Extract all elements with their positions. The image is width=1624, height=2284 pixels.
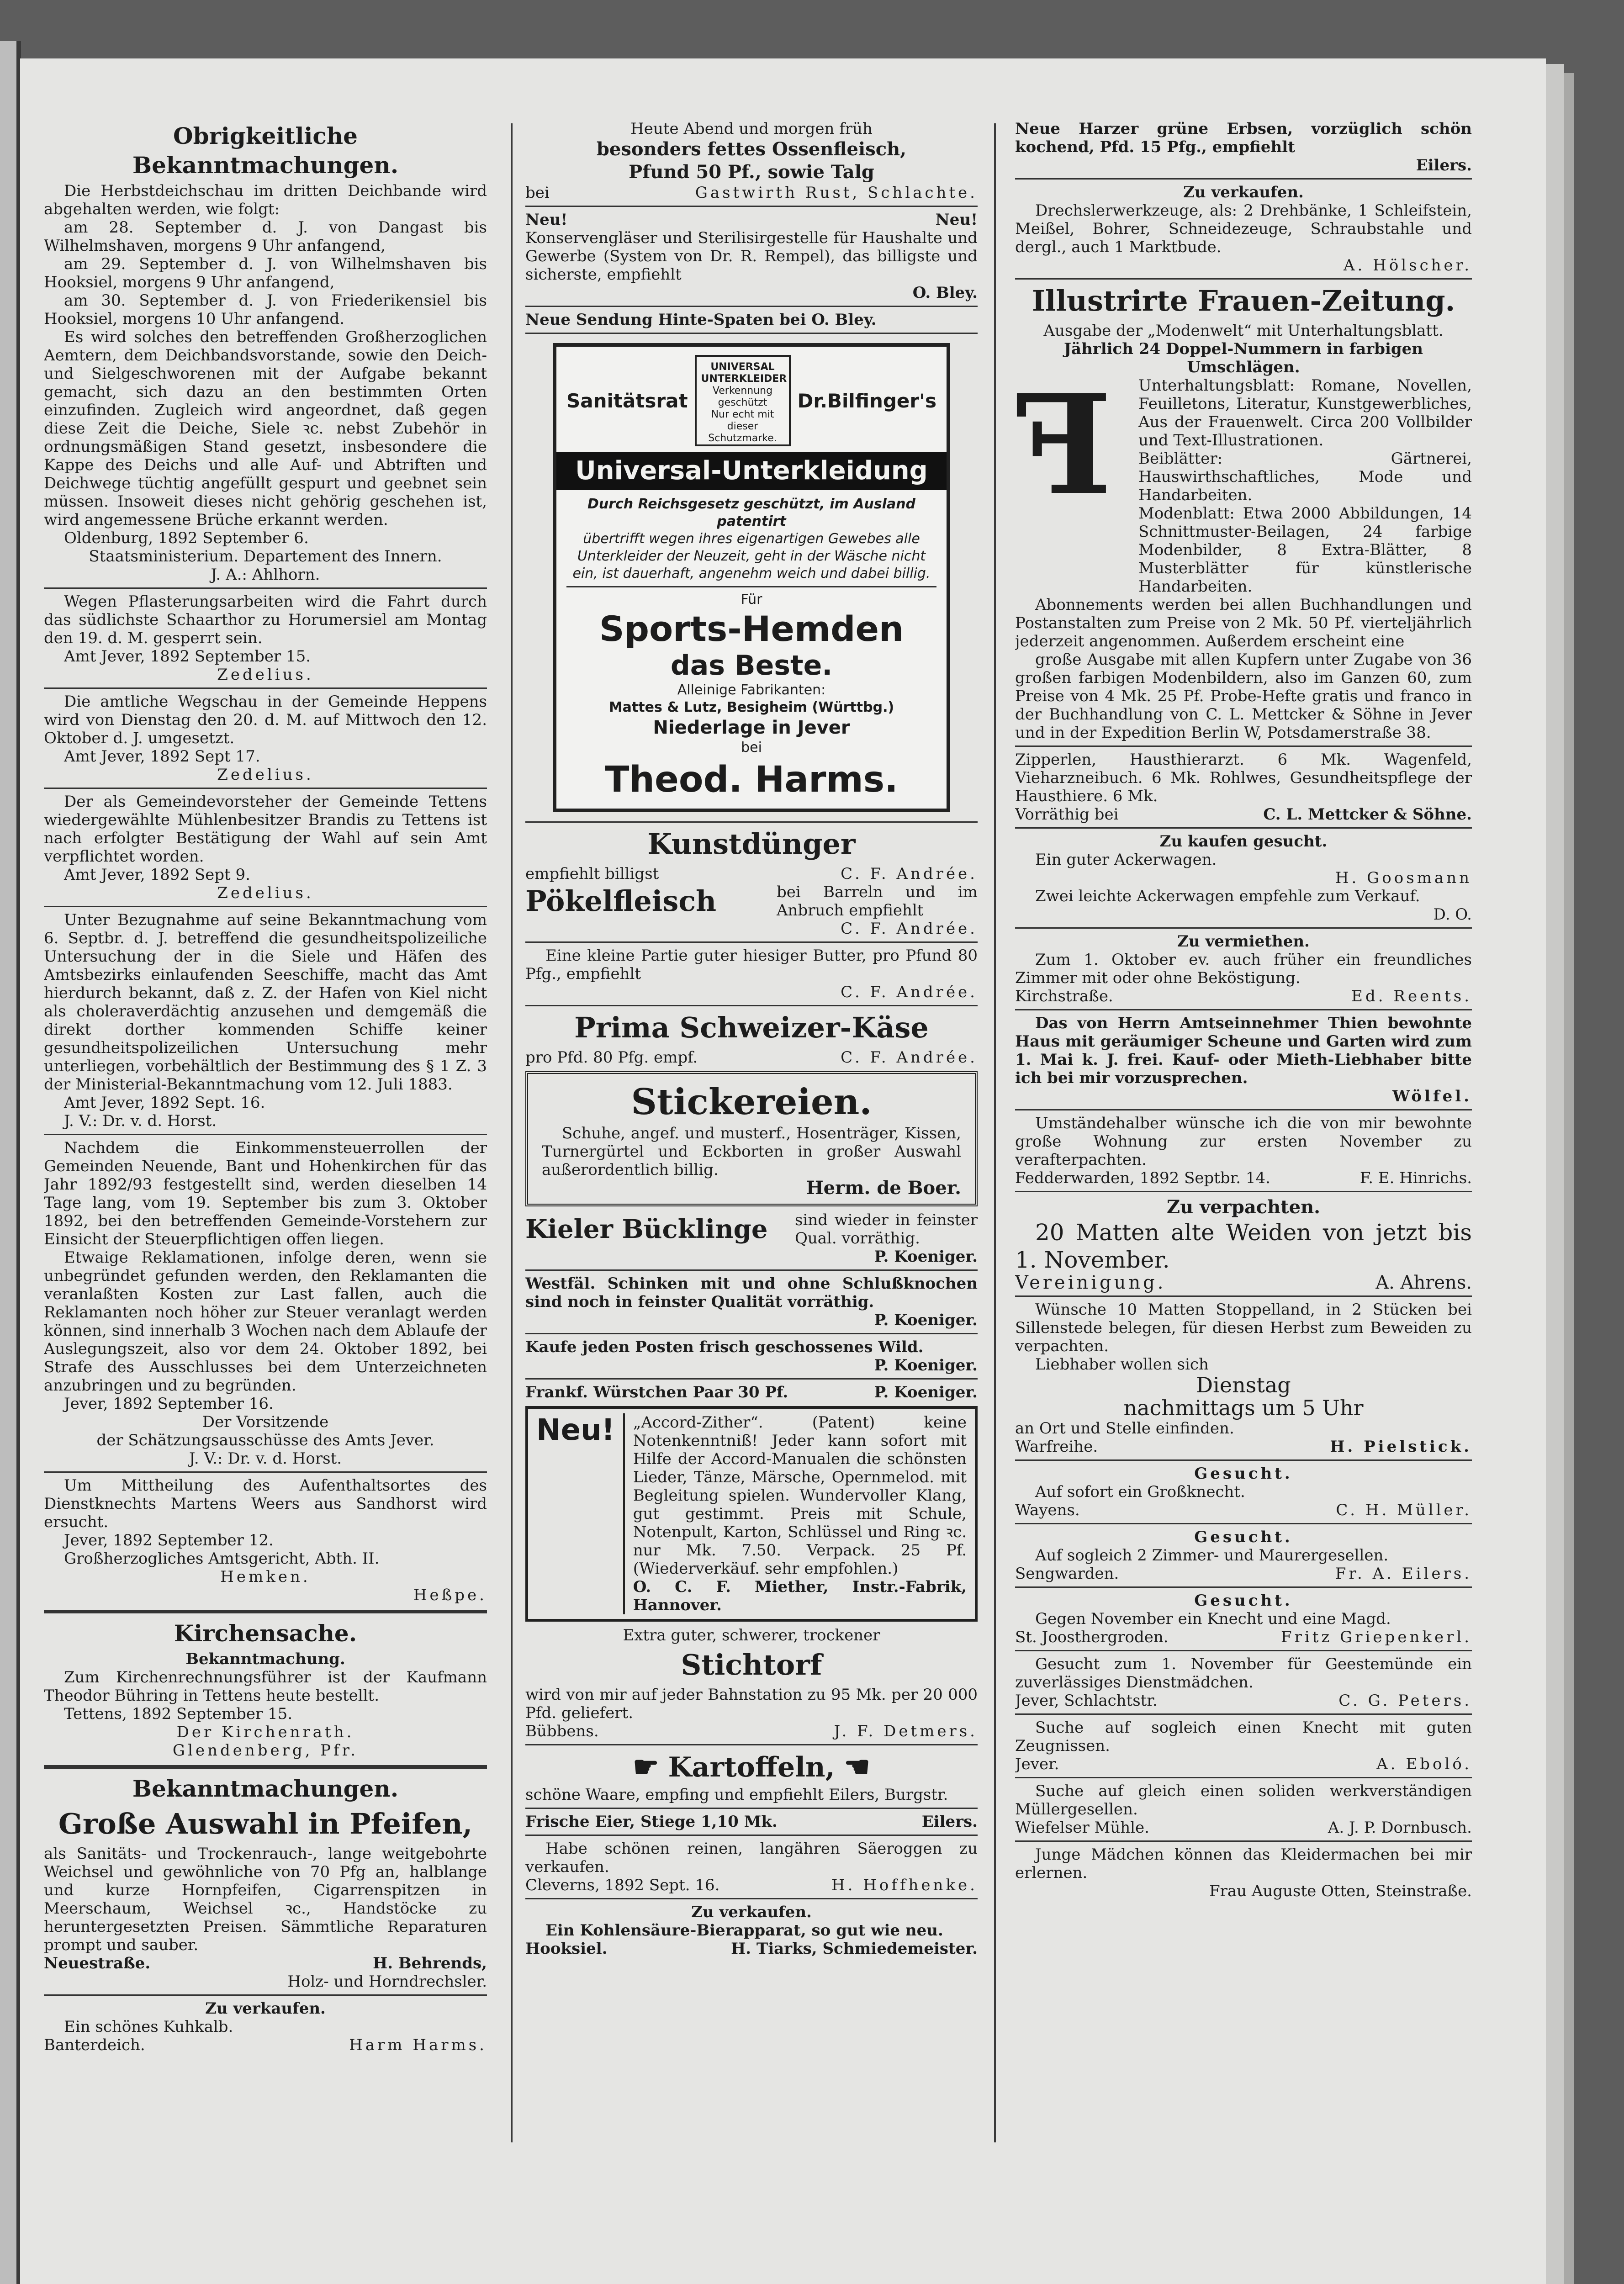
logo-text: Nur echt mit dieser Schutzmarke. [708,409,777,444]
divider [1015,278,1472,280]
ad-text: Suche auf sogleich einen Knecht mit guten Zeugnissen. [1015,1718,1472,1755]
ad-headline: Pökelfleisch [525,884,717,918]
ad-place: Neuestraße. [44,1954,151,1972]
ad-text: 20 Matten alte Weiden von jetzt bis 1. November. [1015,1219,1472,1273]
divider [566,586,936,587]
ad-signature: C. F. Andrée. [841,865,978,883]
ad-signature: P. Koeniger. [874,1356,978,1375]
divider [1015,1713,1472,1715]
ad-place: Kirchstraße. [1015,987,1113,1005]
divider [525,821,978,823]
ad-signature: Harm Harms. [349,2036,487,2054]
ad-heading: Gesucht. [1194,1465,1293,1483]
ad-text: sind wieder in feinster Qual. vorräthig. [795,1211,978,1248]
divider [44,1134,487,1135]
ad-text: Zum 1. Oktober ev. auch früher ein freundliches Zimmer mit oder ohne Beköstigung. [1015,951,1472,987]
notice-signature: Heßpe. [413,1586,487,1604]
ad-signature: C. H. Müller. [1336,1501,1472,1519]
divider [1015,1586,1472,1588]
notice-text: Um Mittheilung des Aufenthaltsortes des Dienstknechts Martens Weers aus Sandhorst wird ersucht. [44,1476,487,1531]
ad-heading: Zu verkaufen. [691,1903,812,1921]
ad-place: Sengwarden. [1015,1565,1119,1583]
left-page-edge [0,41,17,2284]
notice-signature: J. A.: Ahlhorn. [211,566,320,584]
ad-place: Banterdeich. [44,2036,145,2054]
pointing-hand-right-icon: ☛ [633,1750,659,1784]
divider [1015,1109,1472,1110]
notice-signature: Glendenberg, Pfr. [172,1741,359,1760]
divider [44,687,487,689]
column-3 [1015,120,1472,2239]
ad-text: Heute Abend und morgen früh [630,120,873,138]
ad-signature: Theod. Harms. [605,759,898,800]
notice-signature: J. V.: Dr. v. d. Horst. [189,1449,342,1468]
ad-heading: Zu vermiethen. [1177,932,1310,951]
ad-signature-title: Holz- und Horndrechsler. [287,1972,487,1991]
ad-signature: C. G. Peters. [1338,1692,1472,1710]
ad-headline: Stichtorf [681,1648,822,1681]
ad-signature: Frau Auguste Otten, Steinstraße. [1209,1882,1472,1900]
ad-text: Abonnements werden bei allen Buchhandlungen und Postanstalten zum Preise von 2 Mk. 50 Pf. vierteljährlich jederzeit angenommen. Außerdem erscheint eine [1015,596,1472,650]
ad-headline: Kunstdünger [647,827,856,861]
column-rule [511,123,513,2142]
notice-date: Jever, 1892 September 12. [64,1531,274,1549]
ad-text: Mattes & Lutz, Besigheim (Württbg.) [608,699,894,715]
notice-text: Der als Gemeindevorsteher der Gemeinde Tettens wiedergewählte Mühlenbesitzer Brandis zu Tettens ist nach erfolgter Bestätigung der Wahl auf sein Amt verpflichtet worden. [44,793,487,866]
divider [44,906,487,907]
column-rule [994,123,996,2142]
divider [44,587,487,589]
ad-text: Konservengläser und Sterilisirgestelle für Haushalte und Gewerbe (System von Dr. R. Rempel), das billigste und sicherste, empfiehlt [525,229,978,284]
notice-date: Amt Jever, 1892 Sept 9. [64,866,250,884]
ad-signature: A. Hölscher. [1344,256,1472,275]
divider [525,1744,978,1745]
logo-text: Verkennung geschützt [712,385,773,408]
notice-date: Tettens, 1892 September 15. [64,1705,293,1723]
ad-text: wird von mir auf jeder Bahnstation zu 95 Mk. per 20 000 Pfd. geliefert. [525,1686,978,1722]
divider [1015,1523,1472,1524]
ad-text: bei [741,740,762,756]
ad-headline: Pfund 50 Pf., sowie Talg [629,161,874,183]
ad-signature: Herm. de Boer. [806,1177,961,1199]
ad-place: St. Joosthergroden. [1015,1628,1169,1646]
ad-text: Eine kleine Partie guter hiesiger Butter, pro Pfund 80 Pfg., empfiehlt [525,946,978,983]
embroidery-advertisement [525,1071,978,1206]
section-heading: Obrigkeitliche Bekanntmachungen. [132,122,399,179]
ad-badge: Neu! [536,1413,625,1614]
divider [525,306,978,307]
ad-headline: Illustrirte Frauen-Zeitung. [1032,284,1455,317]
ad-text: Neue Sendung Hinte-Spaten bei O. Bley. [525,311,877,329]
ad-text: Gesucht zum 1. November für Geestemünde ein zuverlässiges Dienstmädchen. [1015,1655,1472,1692]
ad-signature: O. C. F. Miether, Instr.-Fabrik, Hannover. [633,1578,967,1614]
logo-text: UNIVERSAL UNTERKLEIDER [701,361,787,385]
ad-text: Niederlage in Jever [653,717,850,738]
notice-signature: Zedelius. [217,884,314,902]
ad-text: Ein schönes Kuhkalb. [64,2018,233,2036]
ad-text: nachmittags um 5 Uhr [1123,1396,1364,1420]
divider [1015,1777,1472,1778]
ad-text: Ausgabe der „Modenwelt“ mit Unterhaltungsblatt. [1043,322,1444,340]
ad-headline: Sports-Hemden [599,608,904,649]
divider [525,1898,978,1899]
ad-text: bei Barreln und im Anbruch empfiehlt [777,883,978,920]
divider [525,941,978,943]
ad-text: Suche auf gleich einen soliden werkverständigen Müllergesellen. [1015,1782,1472,1819]
ad-signature: P. Koeniger. [874,1311,978,1329]
ad-signature: C. F. Andrée. [841,1048,978,1067]
notice-authority: Staatsministerium. Departement des Innern. [89,547,442,566]
underwear-advertisement [553,343,950,812]
ad-signature: H. Tiarks, Schmiedemeister. [731,1940,978,1958]
ad-text: Das von Herrn Amtseinnehmer Thien bewohnte Haus mit geräumiger Scheune und Garten wird zum 1. Mai k. J. frei. Kauf- oder Mieth-Liebhaber bitte ich bei mir vorzusprechen. [1015,1014,1472,1087]
notice-text: am 28. September d. J. von Dangast bis Wilhelmshaven, morgens 9 Uhr anfangend, [44,218,487,255]
ad-brand: Dr.Bilfinger's [797,389,936,412]
ad-text: an Ort und Stelle einfinden. [1015,1419,1234,1438]
ad-text: Unterhaltungsblatt: Romane, Novellen, Feuilletons, Literatur, Kunstgewerbliches, Aus der Frauenwelt. Circa 200 Vollbilder und Text-Illustrationen. [1138,376,1472,449]
ad-signature: Fritz Griepenkerl. [1281,1628,1472,1646]
ad-text: als Sanitäts- und Trockenrauch-, lange weitgebohrte Weichsel und gewöhnliche von 70 Pfg an, halblange und kurze Hornpfeifen, Cigarrenspitzen in Meerschaum, Weichsel ꝛc., Handstöcke zu heruntergesetzten Preisen. Sämmtliche Reparaturen prompt und sauber. [44,1845,487,1954]
ad-signature: F. E. Hinrichs. [1360,1169,1472,1187]
magazine-emblem-icon: ꟻ [1015,364,1112,525]
pointing-hand-left-icon: ☚ [844,1750,870,1784]
notice-text: Unter Bezugnahme auf seine Bekanntmachung vom 6. Septbr. d. J. betreffend die gesundheitspolizeiliche Untersuchung der in die Siele und Häfen des Amtsbezirks einlaufenden Seeschiffe, macht das Amt hierdurch bekannt, daß z. Z. der Hafen von Kiel nicht als choleraverdächtig anzusehen und demgemäß die direkt dorther kommenden Schiffe keiner gesundheitspolizeilichen Untersuchung mehr unterliegen, vorbehältlich der Bestimmung des § 1 Z. 3 der Ministerial-Bekanntmachung vom 12. Juli 1883. [44,911,487,1094]
divider [1015,827,1472,829]
divider [1015,1459,1472,1461]
ad-signature: P. Koeniger. [874,1248,978,1266]
ad-text: Umständehalber wünsche ich die von mir bewohnte große Wohnung zur ersten November zu verafterpachten. [1015,1114,1472,1169]
ad-signature: H. Pielstick. [1330,1438,1472,1456]
ad-text: Auf sofort ein Großknecht. [1035,1483,1245,1501]
potato-advertisement [525,1749,978,1786]
ad-place: Jever. [1015,1755,1059,1773]
ad-place: Vereinigung. [1015,1272,1166,1293]
ad-signature: A. J. P. Dornbusch. [1328,1819,1472,1837]
section-heading: Kirchensache. [174,1620,357,1647]
ad-text: Ein Kohlensäure-Bierapparat, so gut wie neu. [545,1921,943,1940]
ad-place: Hooksiel. [525,1940,608,1958]
notice-signature: Hemken. [220,1568,311,1586]
divider [525,1269,978,1271]
ad-signature: Gastwirth Rust, Schlachte. [695,184,978,202]
divider [525,1378,978,1380]
divider [44,1471,487,1473]
notice-date: Amt Jever, 1892 Sept 17. [64,747,260,766]
notice-authority: Der Vorsitzende [202,1413,329,1431]
ad-headline: Stickereien. [631,1081,872,1123]
divider [525,1808,978,1809]
notice-text: Die Herbstdeichschau im dritten Deichbande wird abgehalten werden, wie folgt: [44,182,487,218]
ad-text: „Accord-Zither“. (Patent) keine Notenkenntniß! Jeder kann sofort mit Hilfe der Accord-Manualen die schönsten Lieder, Tänze, Märsche, Opernmelod. mit Begleitung spielen. Wundervoller Klang, gut gestimmt. Preis mit Schule, Notenpult, Karton, Schlüssel und Ring ꝛc. nur Mk. 7.50. Verpack. 25 Pf. (Wiederverkäuf. sehr empfohlen.) [633,1413,967,1578]
ad-text: schöne Waare, empfing und empfiehlt Eilers, Burgstr. [525,1786,948,1804]
column-2 [525,120,978,2239]
ad-signature: A. Ahrens. [1375,1272,1472,1293]
trademark-logo [695,355,791,446]
divider [525,1333,978,1334]
ad-text: Neue Harzer grüne Erbsen, vorzüglich schön kochend, Pfd. 15 Pfg., empfiehlt [1015,120,1472,156]
ad-text: Drechslerwerkzeuge, als: 2 Drehbänke, 1 Schleifstein, Meißel, Bohrer, Schneidezeuge, Schraubstahle und dergl., auch 1 Marktbude. [1015,201,1472,256]
ad-text: Modenblatt: Etwa 2000 Abbildungen, 14 Schnittmuster-Beilagen, 24 farbige Modenbilder, 8 Extra-Blätter, 8 Musterblätter für künstlerische Handarbeiten. [1138,504,1472,596]
ad-signature: C. F. Andrée. [841,983,978,1001]
notice-authority: der Schätzungsausschüsse des Amts Jever. [96,1431,434,1449]
ad-text: Schuhe, angef. und musterf., Hosenträger, Kissen, Turnergürtel und Eckborten in großer Auswahl außerordentlich billig. [542,1124,961,1179]
ad-headline: Prima Schweizer-Käse [574,1011,929,1044]
notice-text: Zum Kirchenrechnungsführer ist der Kaufmann Theodor Bühring in Tettens heute bestellt. [44,1668,487,1705]
divider [44,788,487,789]
ad-signature: H. Goosmann [1335,869,1472,887]
ad-signature: Eilers. [921,1813,978,1831]
page-edge-shadow [1564,73,1574,2284]
ad-place: Warfreihe. [1015,1438,1098,1456]
ad-text: Alleinige Fabrikanten: [677,682,826,698]
ad-heading: Zu verpachten. [1166,1196,1321,1218]
section-divider [44,1765,487,1769]
notice-text: Nachdem die Einkommensteuerrollen der Gemeinden Neuende, Bant und Hohenkirchen für das Jahr 1892/93 festgestellt sind, werden dieselben 14 Tage lang, vom 19. September bis zum 3. Oktober 1892, bei den betreffenden Gemeinde-Vorstehern zur Einsicht der Steuerpflichtigen offen liegen. [44,1139,487,1248]
notice-date: Amt Jever, 1892 September 15. [64,647,311,666]
ad-headline: Kieler Bücklinge [525,1214,768,1244]
ad-text: Liebhaber wollen sich [1035,1355,1209,1374]
ad-signature: O. Bley. [912,284,978,302]
ad-heading: Zu kaufen gesucht. [1159,832,1328,851]
ad-signature: C. F. Andrée. [841,920,978,938]
divider [1015,1295,1472,1297]
ad-text: Dienstag [1196,1373,1291,1397]
ad-signature: A. Eboló. [1376,1755,1472,1773]
ad-signature: Fr. A. Eilers. [1335,1565,1472,1583]
ad-heading: Gesucht. [1194,1591,1293,1610]
notice-signature: Zedelius. [217,666,314,684]
notice-signature: J. V.: Dr. v. d. Horst. [64,1112,217,1130]
ad-signature: P. Koeniger. [874,1383,978,1401]
section-divider [44,1610,487,1613]
ad-text: Wünsche 10 Matten Stoppelland, in 2 Stücken bei Sillenstede belegen, für diesen Herbst zum Beweiden zu verpachten. [1015,1301,1472,1355]
ad-signature: Wölfel. [1392,1087,1472,1105]
ad-date: Fedderwarden, 1892 Septbr. 14. [1015,1169,1270,1187]
ad-text: Extra guter, schwerer, trockener [623,1626,880,1644]
ad-text: Zipperlen, Hausthierarzt. 6 Mk. Wagenfeld, Vieharzneibuch. 6 Mk. Rohlwes, Gesundheitspflege der Hausthiere. 6 Mk. [1015,751,1472,805]
ad-heading: Zu verkaufen. [1183,183,1304,201]
divider [1015,1009,1472,1010]
ad-place: Jever, Schlachtstr. [1015,1692,1158,1710]
notice-date: Jever, 1892 September 16. [64,1395,274,1413]
ad-text: übertrifft wegen ihres eigenartigen Gewebes alle Unterkleider der Neuzeit, geht in der Wäsche nicht ein, ist dauerhaft, angenehm weich und dabei billig. [572,531,931,582]
ad-text: bei [525,184,550,202]
divider [1015,1840,1472,1842]
ad-signature: H. Behrends, [373,1954,487,1972]
ad-headline: Große Auswahl in Pfeifen, [58,1807,473,1840]
ad-signature: J. F. Detmers. [834,1722,978,1740]
divider [525,1005,978,1006]
ad-text: große Ausgabe mit allen Kupfern unter Zugabe von 36 großen farbigen Modenbildern, also im Ganzen 60, zum Preise von 4 Mk. 25 Pf. Probe-Hefte gratis und franco in der Buchhandlung von C. L. Mettcker & Söhne in Jever und in der Expedition Berlin W, Potsdamerstraße 38. [1015,650,1472,742]
divider [1015,1650,1472,1651]
notice-signature: Zedelius. [217,766,314,784]
divider [525,206,978,207]
ad-text: Für [741,592,762,608]
page-edge [1546,64,1564,2284]
ad-badge: Neu! [525,211,568,229]
notice-text: am 30. September d. J. von Friederikensiel bis Hooksiel, morgens 10 Uhr anfangend. [44,291,487,328]
ad-text: Auf sogleich 2 Zimmer- und Maurergesellen. [1035,1546,1389,1565]
ad-text: Zwei leichte Ackerwagen empfehle zum Verkauf. [1035,887,1420,905]
section-heading: Bekanntmachungen. [132,1775,399,1802]
ad-text: Kaufe jeden Posten frisch geschossenes Wild. [525,1338,924,1356]
divider [1015,178,1472,180]
ad-place: Wiefelser Mühle. [1015,1819,1149,1837]
divider [525,333,978,334]
divider [1015,745,1472,747]
notice-authority: Der Kirchenrath. [176,1723,354,1741]
ad-signature: D. O. [1433,905,1472,924]
ad-text: Durch Reichsgesetz geschützt, im Ausland patentirt [587,496,916,529]
divider [1015,1191,1472,1192]
notice-date: Oldenburg, 1892 September 6. [64,529,309,547]
ad-badge: Neu! [935,211,978,229]
ad-text: Jährlich 24 Doppel-Nummern in farbigen Umschlägen. [1063,340,1423,376]
zither-advertisement [525,1406,978,1622]
column-1 [44,120,487,2239]
ad-signature: Eilers. [1416,156,1472,174]
divider [1015,927,1472,929]
notice-date: Amt Jever, 1892 Sept. 16. [64,1094,265,1112]
ad-signature: H. Hoffhenke. [831,1876,978,1894]
ad-text: Beiblätter: Gärtnerei, Hauswirthschaftliches, Mode und Handarbeiten. [1138,449,1472,504]
ad-text: Habe schönen reinen, langähren Säeroggen zu verkaufen. [525,1840,978,1876]
ad-text: Vorräthig bei [1015,805,1119,824]
divider [44,1994,487,1996]
notice-text: Etwaige Reklamationen, infolge deren, wenn sie unbegründet gefunden werden, den Reklamanten die veranlaßten Kosten zur Last fallen, auch die Reklamanten noch höher zur Steuer veranlagt werden können, sind innerhalb 3 Wochen nach dem Ablaufe der Auslegungszeit, also vor dem 24. Oktober 1892, bei Strafe des Ausschlusses bei dem Unterzeichneten anzubringen und zu begründen. [44,1248,487,1395]
notice-text: Es wird solches den betreffenden Großherzoglichen Aemtern, dem Deichbandsvorstande, sowie den Deich- und Sielgeschworenen mit der Aufgabe bekannt gemacht, sich dazu an den bestimmten Orten einzufinden. Zugleich wird angeordnet, daß gegen diese Zeit die Deiche, Siele ꝛc. nebst Zubehör in ordnungsmäßigen Stand gesetzt, insbesondere die Kappe des Deichs und alle Auf- und Abtriften und Deichwege tüchtig angefüllt gespurt und geebnet sein müssen. Insoweit dieses nicht gehörig geschehen ist, wird angemessene Brüche erkannt werden. [44,328,487,529]
magazine-advertisement [1015,364,1472,596]
ad-place: Bübbens. [525,1722,599,1740]
ad-text: pro Pfd. 80 Pfg. empf. [525,1048,698,1067]
ad-text: Westfäl. Schinken mit und ohne Schlußknochen sind noch in feinster Qualität vorräthig. [525,1274,978,1311]
ad-text: Ein guter Ackerwagen. [1035,851,1217,869]
ad-text: Frankf. Würstchen Paar 30 Pf. [525,1383,788,1401]
ad-place: Wayens. [1015,1501,1080,1519]
ad-headline: besonders fettes Ossenfleisch, [596,138,907,160]
ad-text: Junge Mädchen können das Kleidermachen bei mir erlernen. [1015,1845,1472,1882]
ad-brand: Sanitätsrat [566,389,688,412]
ad-headline: das Beste. [670,650,833,682]
ad-date: Cleverns, 1892 Sept. 16. [525,1876,720,1894]
ad-heading: Gesucht. [1194,1528,1293,1546]
notice-heading: Bekanntmachung. [185,1650,345,1668]
notice-authority: Großherzogliches Amtsgericht, Abth. II. [64,1549,380,1568]
ad-heading: Zu verkaufen. [205,1999,326,2018]
divider [525,1835,978,1836]
notice-text: Wegen Pflasterungsarbeiten wird die Fahrt durch das südlichste Schaarthor zu Horumersiel am Montag den 19. d. M. gesperrt sein. [44,592,487,647]
ad-text: empfiehlt billigst [525,865,659,883]
ad-banner: Universal-Unterkleidung [556,452,947,490]
ad-signature: C. L. Mettcker & Söhne. [1263,805,1472,824]
ad-headline: Kartoffeln, [668,1751,835,1783]
notice-text: am 29. September d. J. von Wilhelmshaven bis Hooksiel, morgens 9 Uhr anfangend, [44,255,487,291]
notice-text: Die amtliche Wegschau in der Gemeinde Heppens wird von Dienstag den 20. d. M. auf Mittwoch den 12. Oktober d. J. umgesetzt. [44,693,487,747]
ad-signature: Ed. Reents. [1351,987,1472,1005]
ad-text: Frische Eier, Stiege 1,10 Mk. [525,1813,778,1831]
ad-text: Gegen November ein Knecht und eine Magd. [1035,1610,1391,1628]
